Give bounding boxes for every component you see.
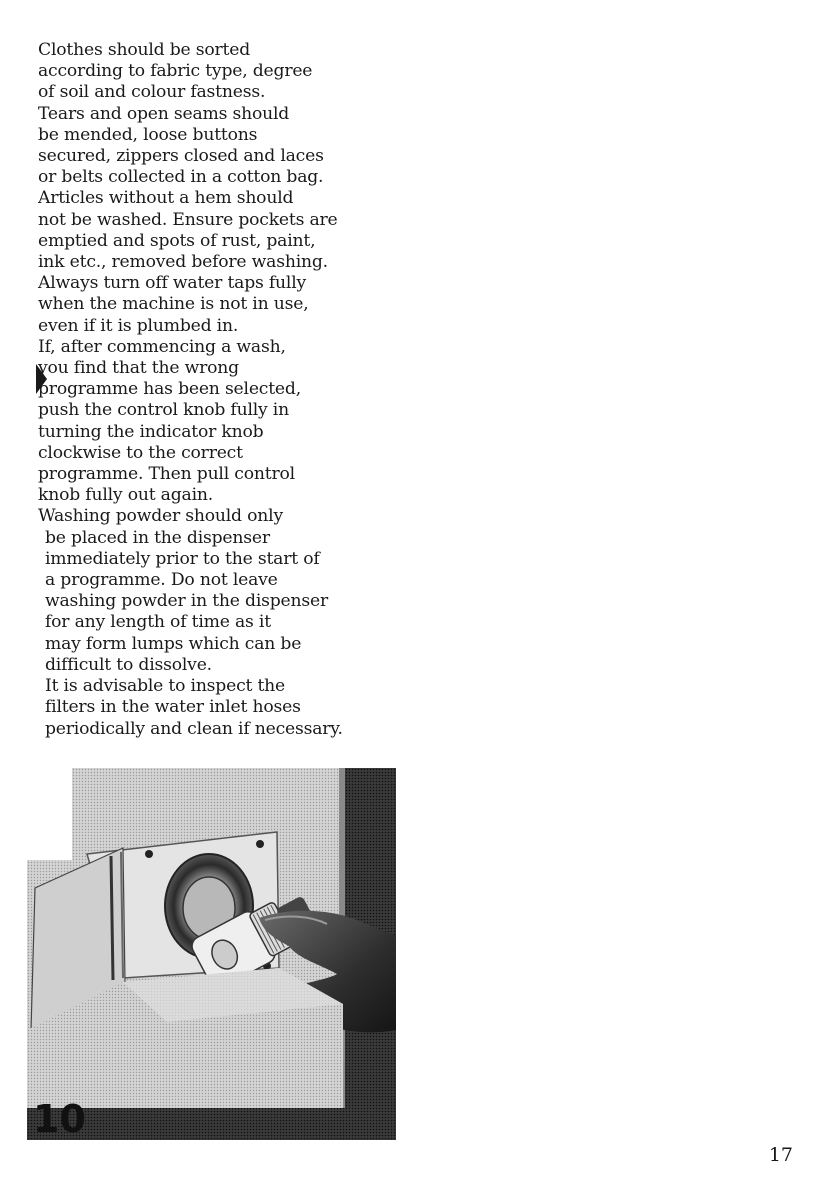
text-line: If, after commencing a wash, [38,336,286,357]
filter-inspection-photo [27,768,396,1140]
text-line: programme. Then pull control [38,464,295,485]
text-line: Clothes should be sorted [38,40,250,60]
text-line: be placed in the dispenser [45,527,270,548]
text-line: turning the indicator knob [38,421,264,442]
text-line: for any length of time as it [45,612,271,633]
text-line: when the machine is not in use, [38,294,309,315]
text-line: even if it is plumbed in. [38,315,239,336]
text-line: according to fabric type, degree [38,61,313,82]
text-line: emptied and spots of rust, paint, [38,230,316,251]
text-line: programme has been selected, [38,379,301,400]
text-line: knob fully out again. [38,485,214,506]
text-line: Articles without a hem should [38,188,294,209]
text-line: difficult to dissolve. [45,654,212,675]
figure-number: 10 [33,1097,86,1140]
text-line: Always turn off water taps fully [38,273,307,294]
text-line: filters in the water inlet hoses [45,697,301,718]
page-number: 17 [768,1144,793,1166]
text-line: or belts collected in a cotton bag. [38,167,324,188]
text-line: of soil and colour fastness. [38,82,266,103]
margin-marker-icon [36,364,47,394]
text-line: not be washed. Ensure pockets are [38,209,338,230]
text-line: Washing powder should only [38,506,283,527]
text-line: may form lumps which can be [45,633,302,654]
text-line: It is advisable to inspect the [45,676,286,697]
text-line: washing powder in the dispenser [45,591,329,612]
text-line: ink etc., removed before washing. [38,252,328,273]
text-line: immediately prior to the start of [45,548,320,569]
text-line: secured, zippers closed and laces [38,146,324,167]
body-text [38,40,368,740]
text-line: clockwise to the correct [38,442,243,463]
text-line: push the control knob fully in [38,400,289,421]
text-line: be mended, loose buttons [38,124,258,145]
text-line: periodically and clean if necessary. [45,718,343,739]
text-line: Tears and open seams should [38,103,290,124]
text-line: a programme. Do not leave [45,570,278,591]
text-line: you find that the wrong [38,358,239,379]
